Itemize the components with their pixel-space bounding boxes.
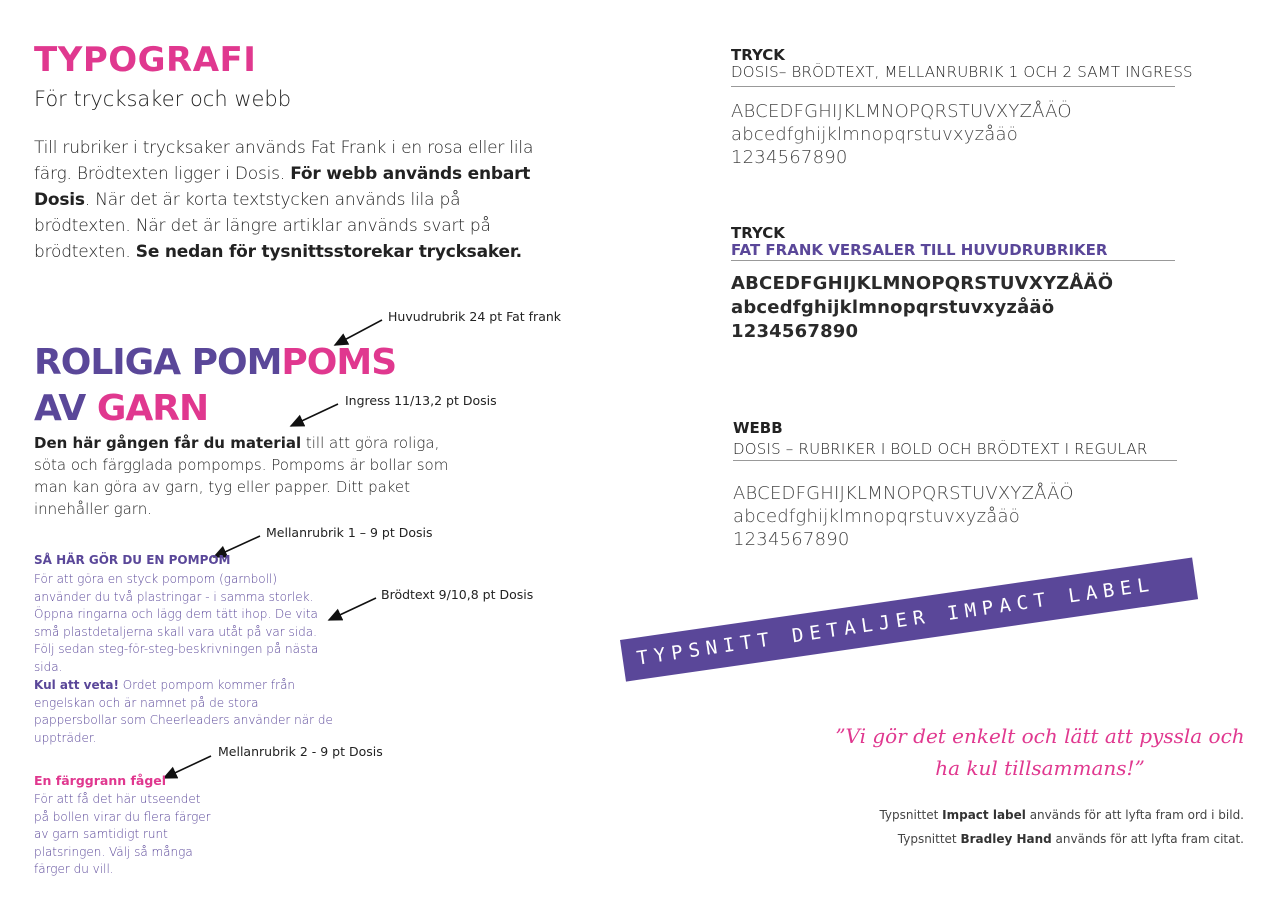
ingress-bold: Den här gången får du material	[34, 434, 302, 452]
body2-bold: Kul att veta!	[34, 678, 119, 692]
spec3-samples	[733, 482, 1074, 551]
note1-post: används för att lyfta fram ord i bild.	[1025, 808, 1244, 822]
annotation-ingress: Ingress 11/13,2 pt Dosis	[345, 393, 497, 408]
spec2-rule	[731, 260, 1175, 261]
spec3-digits: 1234567890	[733, 529, 850, 550]
annotation-brodtext: Brödtext 9/10,8 pt Dosis	[381, 587, 534, 602]
spec3-rule	[733, 460, 1177, 461]
note-bradley-hand	[898, 832, 1244, 846]
spec2-label: TRYCK	[731, 224, 785, 242]
annotation-mellanrubrik-1: Mellanrubrik 1 – 9 pt Dosis	[266, 525, 433, 540]
note-impact-label	[879, 808, 1244, 822]
spec1-rule	[731, 86, 1175, 87]
intro-text-1: Till rubriker i trycksaker används Fat Frank i en rosa eller lila färg. Brödtexten ligger i Dosis.	[34, 138, 534, 184]
annotation-mellanrubrik-2: Mellanrubrik 2 - 9 pt Dosis	[218, 744, 383, 759]
note2-pre: Typsnittet	[897, 832, 961, 846]
spec1-label: TRYCK	[731, 46, 785, 64]
note2-post: används för att lyfta fram citat.	[1051, 832, 1244, 846]
page-subtitle: För trycksaker och webb	[34, 87, 292, 111]
spec2-lower: abcedfghijklmnopqrstuvxyzåäö	[731, 297, 1055, 318]
arrow-brodtext	[329, 598, 376, 620]
spec3-description: DOSIS – RUBRIKER I BOLD OCH BRÖDTEXT I REGULAR	[733, 440, 1148, 458]
example-body-3: För att få det här utseendet på bollen virar du flera färger av garn samtidigt runt platsringen. Välj så många färger du vill.	[34, 792, 211, 876]
spec1-lower: abcedfghijklmnopqrstuvxyzåäö	[731, 124, 1018, 145]
impact-label-text: TYPSNITT DETALJER IMPACT LABEL	[635, 573, 1157, 670]
intro-bold-1: För webb används enbart Dosis	[34, 164, 531, 210]
spec3-label: WEBB	[733, 419, 783, 437]
note2-bold: Bradley Hand	[960, 832, 1052, 846]
note1-pre: Typsnittet	[879, 808, 943, 822]
headline-part-2: POMS	[281, 342, 397, 383]
page-title: TYPOGRAFI	[34, 40, 257, 80]
example-body-1: För att göra en styck pompom (garnboll) använder du två plastringar - i samma storlek. Öppna ringarna och lägg dem tätt ihop. De vita små plastdetaljerna skall vara utåt på var sida. Följ sedan steg-för-steg-beskrivningen på nästa sida.	[34, 572, 319, 674]
note1-bold: Impact label	[942, 808, 1026, 822]
headline-part-1: ROLIGA POM	[34, 342, 282, 383]
headline-part-4: GARN	[96, 388, 209, 429]
spec3-upper: ABCEDFGHIJKLMNOPQRSTUVXYZÅÄÖ	[733, 483, 1074, 504]
body2-text: Ordet pompom kommer från engelskan och är namnet på de stora pappersbollar som Cheerleaders använder när de uppträder.	[34, 678, 333, 745]
intro-bold-2: Se nedan för tysnittsstorekar trycksaker.	[135, 242, 522, 262]
spec1-upper: ABCEDFGHIJKLMNOPQRSTUVXYZÅÄÖ	[731, 101, 1072, 122]
example-mellanrubrik-2: En färggrann fågel	[34, 773, 167, 788]
spec1-description: DOSIS– BRÖDTEXT, MELLANRUBRIK 1 OCH 2 SAMT INGRESS	[731, 63, 1193, 81]
arrow-mellan2	[164, 756, 211, 778]
annotation-huvudrubrik: Huvudrubrik 24 pt Fat frank	[388, 309, 562, 324]
example-body-2	[34, 677, 334, 747]
spec2-upper: ABCEDFGHIJKLMNOPQRSTUVXYZÅÄÖ	[731, 273, 1114, 294]
spec2-description: FAT FRANK VERSALER TILL HUVUDRUBRIKER	[731, 241, 1108, 259]
example-headline	[34, 340, 396, 432]
example-ingress	[34, 432, 454, 520]
intro-text-2: . När det är korta textstycken används lila på brödtexten. När det är längre artiklar används svart på brödtexten.	[34, 190, 491, 262]
spec3-lower: abcedfghijklmnopqrstuvxyzåäö	[733, 506, 1020, 527]
ingress-text: till att göra roliga, söta och färgglada pompomps. Pompoms är bollar som man kan göra av garn, tyg eller papper. Ditt paket innehåller garn.	[34, 434, 449, 518]
handwritten-quote: ”Vi gör det enkelt och lätt att pyssla och ha kul tillsammans!”	[835, 724, 1245, 780]
headline-part-3: AV	[34, 388, 97, 429]
spec1-samples	[731, 100, 1072, 169]
spec2-samples	[731, 272, 1113, 344]
spec2-digits: 1234567890	[731, 321, 859, 342]
spec1-digits: 1234567890	[731, 147, 848, 168]
example-mellanrubrik-1: SÅ HÄR GÖR DU EN POMPOM	[34, 553, 231, 567]
